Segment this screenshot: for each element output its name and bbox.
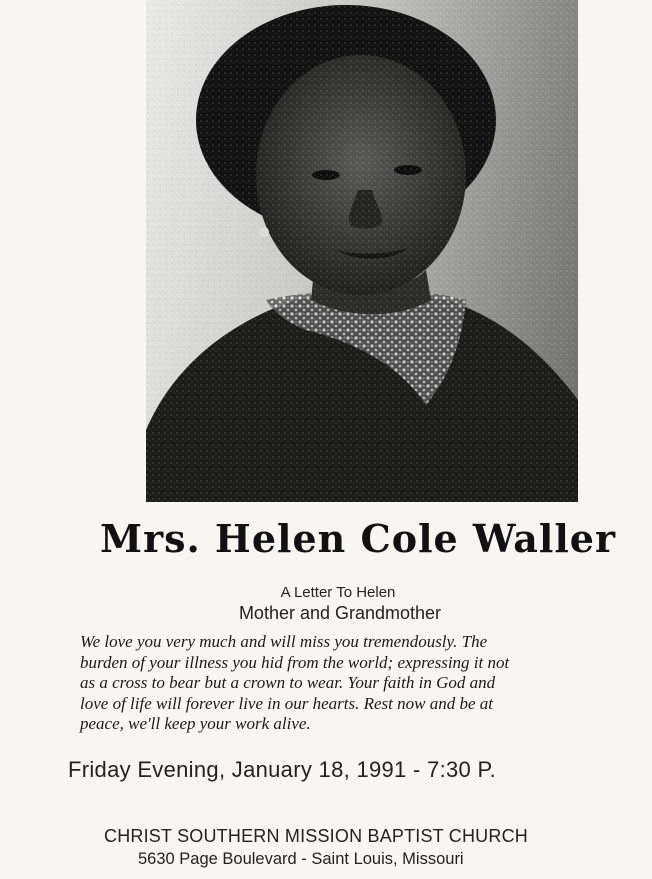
service-date: Friday Evening, January 18, 1991 - 7:30 P. (68, 757, 497, 782)
letter-heading: A Letter To Helen (280, 584, 396, 601)
tribute-line: burden of your illness you hid from the world; expressing it not (80, 652, 510, 672)
film-grain-overlay (146, 0, 578, 502)
tribute-text (80, 632, 640, 735)
tribute-line: love of life will forever live in our hearts. Rest now and be at (80, 693, 493, 713)
portrait-photo (146, 0, 578, 502)
church-address: 5630 Page Boulevard - Saint Louis, Missouri (138, 850, 464, 868)
tribute-line: as a cross to bear but a crown to wear. Your faith in God and (80, 673, 496, 692)
church-name: CHRIST SOUTHERN MISSION BAPTIST CHURCH (104, 826, 528, 846)
tribute-line: peace, we'll keep your work alive. (80, 714, 311, 733)
portrait-illustration (146, 0, 578, 502)
relation-heading: Mother and Grandmother (238, 603, 442, 623)
tribute-line: We love you very much and will miss you tremendously. The (80, 632, 488, 651)
deceased-name: Mrs. Helen Cole Waller (100, 516, 616, 561)
